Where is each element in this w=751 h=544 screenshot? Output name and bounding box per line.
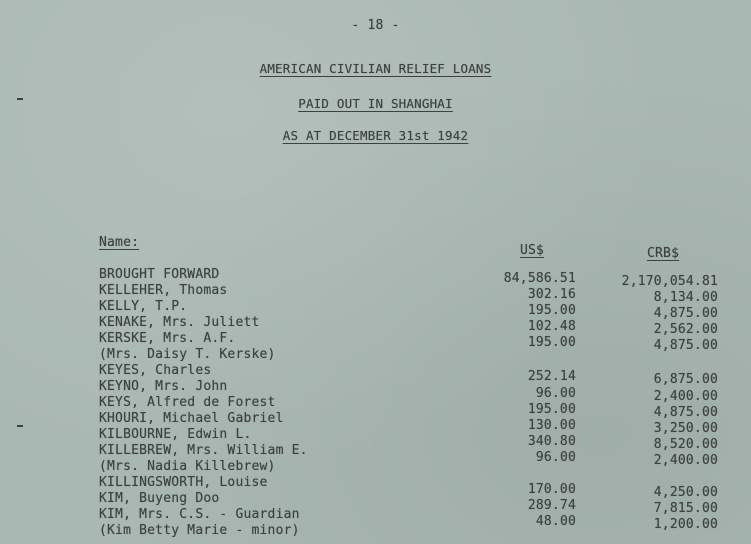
row-name: KEYS, Alfred de Forest (99, 395, 276, 410)
row-cbs: 8,520.00 (653, 437, 718, 452)
row-us: 289.74 (527, 498, 576, 513)
row-cbs: 4,875.00 (653, 405, 718, 420)
row-us: 84,586.51 (503, 271, 576, 286)
title-line-2: PAID OUT IN SHANGHAI (298, 96, 453, 111)
row-us: 195.00 (527, 303, 576, 318)
title-line-3: AS AT DECEMBER 31st 1942 (282, 128, 469, 143)
margin-mark (17, 425, 23, 427)
row-cbs: 8,134.00 (653, 290, 718, 305)
row-cbs: 4,875.00 (653, 338, 718, 353)
row-cbs: 3,250.00 (653, 421, 718, 436)
row-cbs: 4,875.00 (653, 306, 718, 321)
row-name: KELLY, T.P. (99, 299, 188, 314)
row-name: KHOURI, Michael Gabriel (99, 411, 284, 426)
row-us: 96.00 (535, 450, 576, 465)
row-name: (Mrs. Nadia Killebrew) (99, 459, 276, 474)
row-us: 340.80 (527, 434, 576, 449)
header-name: Name: (99, 235, 140, 250)
row-cbs: 1,200.00 (653, 517, 718, 532)
header-us: US$ (520, 243, 545, 258)
row-name: KERSKE, Mrs. A.F. (99, 331, 236, 346)
row-us: 195.00 (527, 402, 576, 417)
row-cbs: 6,875.00 (653, 372, 718, 387)
row-cbs: 4,250.00 (653, 485, 718, 500)
row-name: BROUGHT FORWARD (99, 267, 220, 282)
row-name: KELLEHER, Thomas (99, 283, 228, 298)
row-cbs: 2,400.00 (653, 389, 718, 404)
row-name: KIM, Mrs. C.S. - Guardian (99, 507, 300, 522)
row-name: KILBOURNE, Edwin L. (99, 427, 252, 442)
row-name: (Mrs. Daisy T. Kerske) (99, 347, 276, 362)
row-name: KILLINGSWORTH, Louise (99, 475, 268, 490)
row-us: 48.00 (535, 514, 576, 529)
row-us: 302.16 (527, 287, 576, 302)
row-cbs: 2,400.00 (653, 453, 718, 468)
page-number: - 18 - (351, 18, 400, 33)
row-us: 130.00 (527, 418, 576, 433)
row-us: 252.14 (527, 369, 576, 384)
row-name: KEYNO, Mrs. John (99, 379, 228, 394)
row-us: 170.00 (527, 482, 576, 497)
row-cbs: 2,562.00 (653, 322, 718, 337)
row-name: (Kim Betty Marie - minor) (99, 523, 300, 538)
margin-mark (17, 98, 23, 100)
header-cbs: CRB$ (647, 246, 680, 261)
row-name: KEYES, Charles (99, 363, 212, 378)
row-name: KENAKE, Mrs. Juliett (99, 315, 260, 330)
row-name: KIM, Buyeng Doo (99, 491, 220, 506)
row-us: 102.48 (527, 319, 576, 334)
row-cbs: 2,170,054.81 (621, 274, 718, 289)
row-name: KILLEBREW, Mrs. William E. (99, 443, 308, 458)
row-us: 195.00 (527, 335, 576, 350)
row-us: 96.00 (535, 386, 576, 401)
title-line-1: AMERICAN CIVILIAN RELIEF LOANS (259, 61, 492, 76)
row-cbs: 7,815.00 (653, 501, 718, 516)
